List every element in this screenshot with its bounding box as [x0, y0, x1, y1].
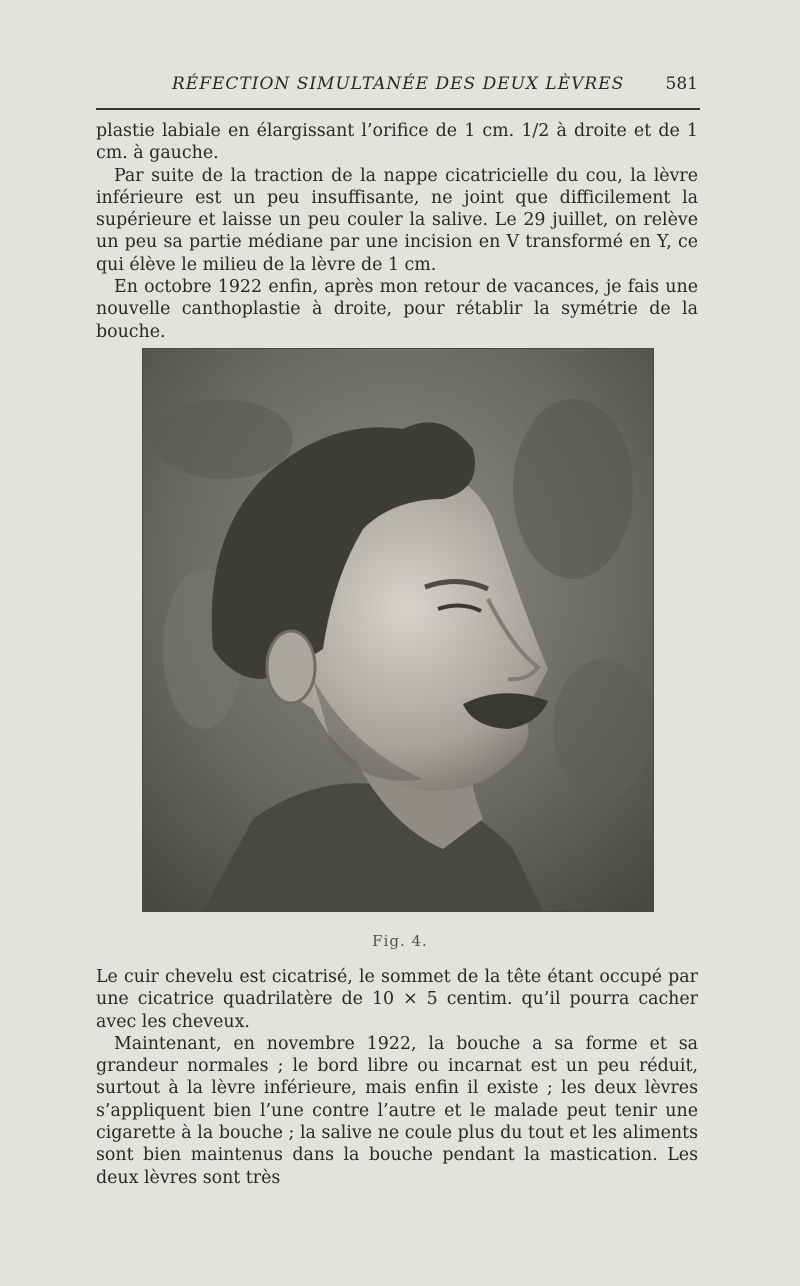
page-header: [96, 74, 700, 100]
header-rule: [96, 108, 700, 110]
running-title: RÉFECTION SIMULTANÉE DES DEUX LÈVRES: [172, 74, 625, 94]
text-block-bottom: [96, 966, 698, 1189]
paragraph: plastie labiale en élargissant l’orifice de 1 cm. 1/2 à droite et de 1 cm. à gauche.: [96, 121, 698, 164]
text-block-top: [96, 120, 698, 343]
paragraph: En octobre 1922 enfin, après mon retour de vacances, je fais une nouvelle canthoplastie à droite, pour rétablir la symétrie de la bouche.: [96, 277, 698, 342]
paragraph: Maintenant, en novembre 1922, la bouche a sa forme et sa grandeur normales ; le bord libre ou incarnat est un peu réduit, surtout à la lèvre inférieure, mais enfin il existe ; les deux lèvres s’appliquent bien l’une contre l’autre et le malade peut tenir une cigarette à la bouche ; la salive ne coule plus du tout et les aliments sont bien maintenus dans la bouche pendant la mastication. Les deux lèvres sont très: [96, 1033, 698, 1188]
figure-photograph: [142, 348, 654, 912]
ear-shape: [267, 631, 315, 703]
page-number: 581: [665, 74, 698, 94]
portrait-photo-illustration: [143, 349, 653, 911]
paragraph: Par suite de la traction de la nappe cicatricielle du cou, la lèvre inférieure est un peu insuffisante, ne joint que difficilement la supérieure et laisse un peu couler la salive. Le 29 juillet, on relève un peu sa partie médiane par une incision en V transformé en Y, ce qui élève le milieu de la lèvre de 1 cm.: [96, 165, 698, 275]
figure-caption: Fig. 4.: [372, 932, 428, 950]
paragraph: Le cuir chevelu est cicatrisé, le sommet de la tête étant occupé par une cicatrice quadrilatère de 10 × 5 centim. qu’il pourra cacher avec les cheveux.: [96, 967, 698, 1032]
